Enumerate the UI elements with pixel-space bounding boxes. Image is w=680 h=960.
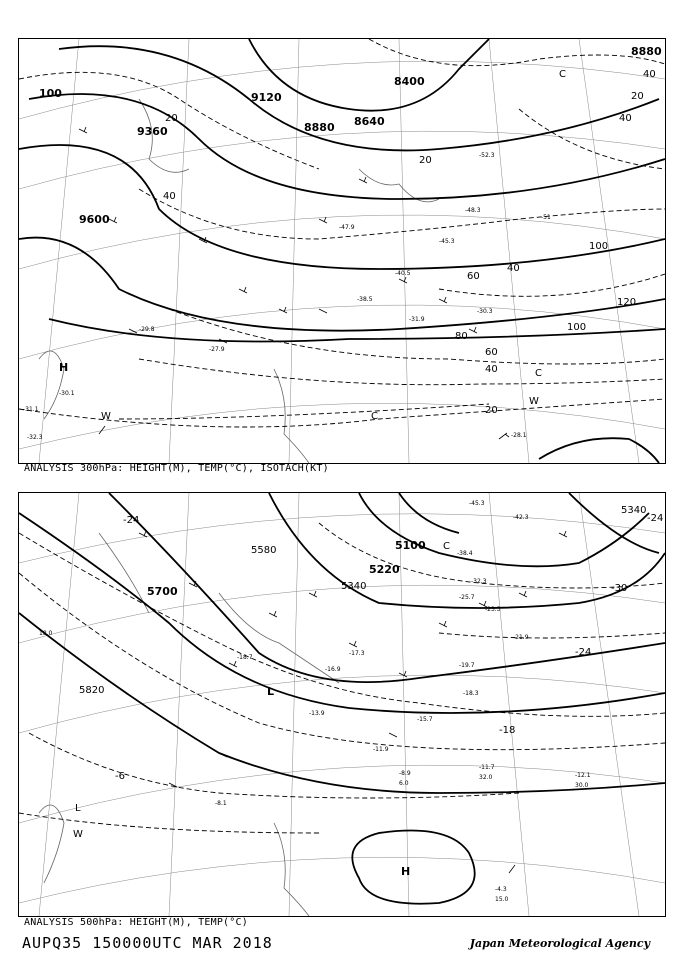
- obs-label: -42.3: [513, 514, 529, 521]
- isotach-label: 20: [419, 155, 432, 166]
- temp-contour-label: -30: [611, 583, 628, 594]
- temp-contour-label: -24: [575, 647, 592, 658]
- pressure-center: L: [75, 803, 81, 814]
- obs-label: -15.7: [417, 716, 433, 723]
- pressure-center: H: [59, 361, 69, 374]
- isotach-label: 40: [485, 364, 498, 375]
- obs-label: -25.7: [459, 594, 475, 601]
- agency-name: Japan Meteorological Agency: [469, 937, 650, 950]
- temp-label: -38.5: [357, 296, 373, 303]
- temp-contour-label: -24: [123, 515, 140, 526]
- caption-500hpa: ANALYSIS 500hPa: HEIGHT(M), TEMP(°C): [24, 917, 248, 928]
- temp-label: -45.3: [439, 238, 455, 245]
- height-label: 5820: [79, 685, 105, 696]
- obs-label: 6.0: [399, 780, 409, 787]
- obs-label: -8.1: [215, 800, 227, 807]
- isotach-label: 80: [455, 331, 468, 342]
- temp-label: -27.9: [209, 346, 225, 353]
- temp-contour-label: -18: [499, 725, 516, 736]
- height-label: 5100: [395, 539, 426, 552]
- pressure-center: C: [443, 541, 450, 552]
- pressure-center: W: [73, 829, 83, 840]
- obs-label: -18.7: [237, 654, 253, 661]
- obs-label: 15.0: [495, 896, 509, 903]
- obs-label: -45.3: [469, 500, 485, 507]
- obs-label: -17.3: [349, 650, 365, 657]
- obs-label: -18.3: [463, 690, 479, 697]
- isotach-label: 100: [567, 322, 587, 333]
- temp-label: -31.9: [409, 316, 425, 323]
- height-contours: [19, 493, 665, 904]
- isotach-label: 20: [631, 91, 644, 102]
- height-label: 8640: [354, 115, 385, 128]
- temp-label: -30.3: [477, 308, 493, 315]
- obs-label: -11.7: [479, 764, 495, 771]
- temp-label: -48.3: [465, 207, 481, 214]
- pressure-center: C: [371, 411, 378, 422]
- height-label: 5220: [369, 563, 400, 576]
- graticule: [19, 39, 665, 463]
- obs-label: -23.3: [485, 606, 501, 613]
- pressure-center: C: [535, 368, 542, 379]
- temp-contour-label: -6: [115, 771, 125, 782]
- obs-label: -8.9: [399, 770, 411, 777]
- obs-label: 30.0: [575, 782, 589, 789]
- isotach-label: 60: [485, 347, 498, 358]
- obs-label: -32.3: [471, 578, 487, 585]
- map-500hpa: [18, 492, 666, 917]
- height-label: 8880: [631, 45, 662, 58]
- height-label: 5580: [251, 545, 277, 556]
- height-label: 5340: [341, 581, 367, 592]
- caption-300hpa: ANALYSIS 300hPa: HEIGHT(M), TEMP(°C), ISOTACH(KT): [24, 463, 329, 474]
- temp-label: -52.3: [479, 152, 495, 159]
- temp-label: -31.1: [23, 406, 39, 413]
- height-contours: [19, 39, 665, 463]
- isotach-label: 40: [163, 191, 176, 202]
- obs-label: -12.1: [575, 772, 591, 779]
- map-300hpa: [18, 38, 666, 464]
- isotach-label: 40: [643, 69, 656, 80]
- isotach-label: 20: [165, 113, 178, 124]
- isotach-label: 120: [617, 297, 637, 308]
- isotach-label: 60: [467, 271, 480, 282]
- map-300hpa-drawing: [19, 39, 665, 463]
- height-label: 5340: [621, 505, 647, 516]
- temp-label: -40.5: [395, 270, 411, 277]
- temp-label: -28.1: [511, 432, 527, 439]
- bulletin-code: AUPQ35 150000UTC MAR 2018: [22, 934, 273, 952]
- temp-label: -30.1: [59, 390, 75, 397]
- pressure-center: L: [267, 685, 275, 698]
- obs-label: 32.0: [479, 774, 493, 781]
- coastlines: [39, 533, 339, 916]
- obs-label: -13.9: [309, 710, 325, 717]
- isotach-label: 100: [589, 241, 609, 252]
- coastlines: [39, 99, 439, 463]
- height-label: 9360: [137, 125, 168, 138]
- pressure-center: H: [401, 865, 411, 878]
- height-label: 9120: [251, 91, 282, 104]
- pressure-center: C: [559, 69, 566, 80]
- obs-label: -4.3: [495, 886, 507, 893]
- isotach-label: 40: [507, 263, 520, 274]
- isotach-label: 40: [619, 113, 632, 124]
- map-500hpa-drawing: [19, 493, 665, 916]
- wind-barbs: [79, 127, 509, 439]
- height-label: 5700: [147, 585, 178, 598]
- temp-contour-label: -24: [647, 513, 664, 524]
- obs-label: -21.9: [513, 634, 529, 641]
- temp-label: -47.9: [339, 224, 355, 231]
- obs-label: -11.9: [373, 746, 389, 753]
- pressure-center: W: [529, 396, 539, 407]
- obs-label: -19.7: [459, 662, 475, 669]
- isotach-label: 20: [485, 405, 498, 416]
- temp-label: -51: [541, 214, 551, 221]
- pressure-center: W: [101, 411, 111, 422]
- temp-label: -29.8: [139, 326, 155, 333]
- height-label: 8880: [304, 121, 335, 134]
- obs-label: 18.0: [39, 630, 53, 637]
- temp-label: -32.3: [27, 434, 43, 441]
- height-label: 9600: [79, 213, 110, 226]
- height-label: 8400: [394, 75, 425, 88]
- obs-label: -16.9: [325, 666, 341, 673]
- obs-label: -38.4: [457, 550, 473, 557]
- height-label: 100: [39, 87, 62, 100]
